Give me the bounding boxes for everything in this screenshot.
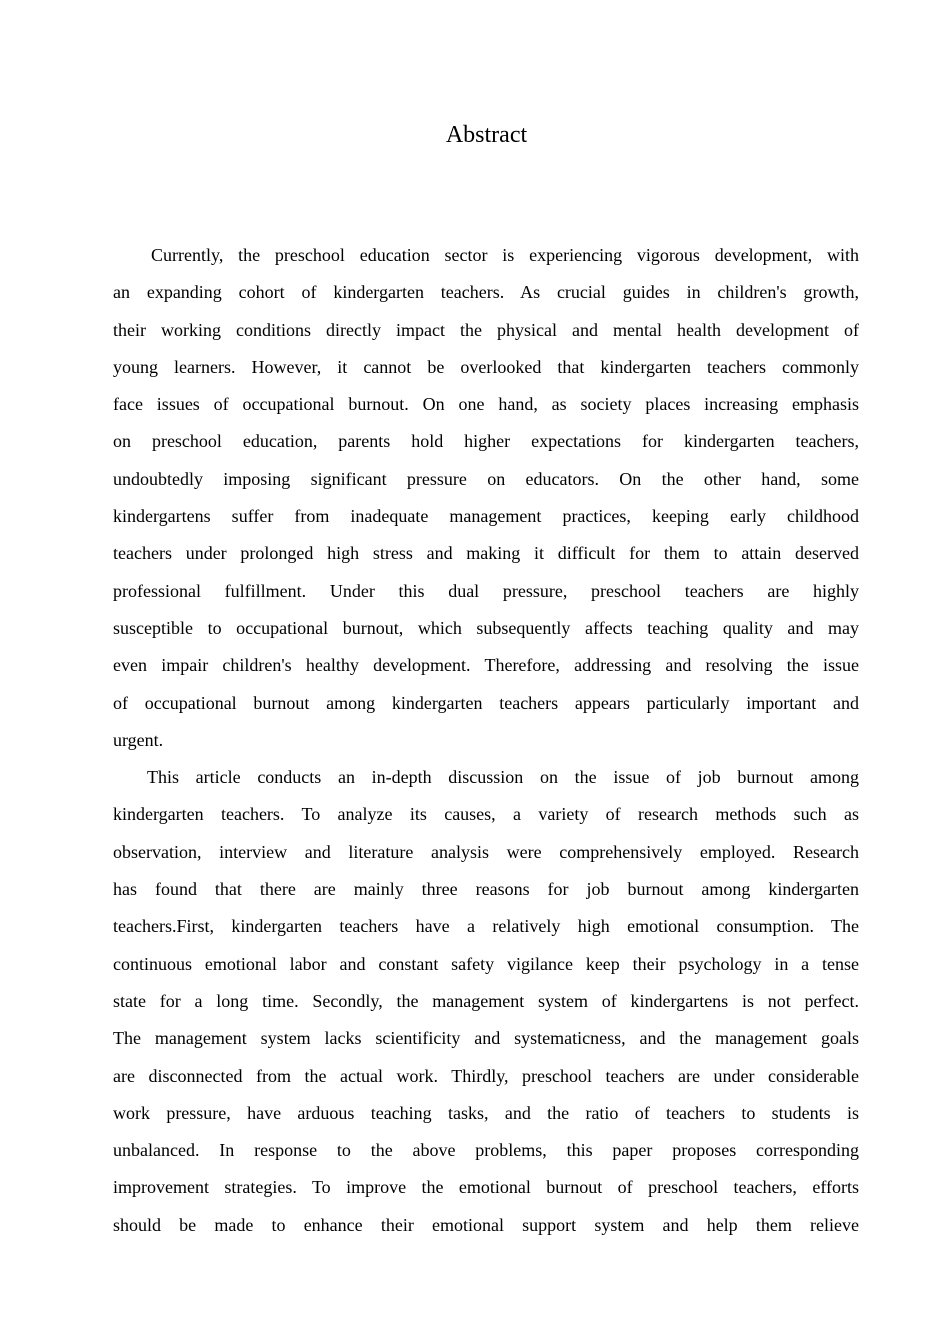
text-line: susceptible to occupational burnout, which subsequently affects teaching quality and may: [113, 617, 859, 638]
text-line: undoubtedly imposing significant pressure on educators. On the other hand, some: [113, 468, 859, 489]
paragraph: [113, 242, 859, 764]
text-line: improvement strategies. To improve the emotional burnout of preschool teachers, efforts: [113, 1177, 859, 1198]
text-line: observation, interview and literature analysis were comprehensively employed. Research: [113, 841, 859, 862]
text-line: continuous emotional labor and constant safety vigilance keep their psychology in a tense: [113, 953, 859, 974]
text-line: should be made to enhance their emotional support system and help them relieve: [113, 1214, 859, 1235]
text-line: professional fulfillment. Under this dual pressure, preschool teachers are highly: [113, 580, 859, 601]
text-line: state for a long time. Secondly, the management system of kindergartens is not perfect.: [113, 990, 859, 1011]
text-line: The management system lacks scientificity and systematicness, and the management goals: [113, 1028, 859, 1049]
document-title: Abstract: [445, 122, 528, 148]
text-line: their working conditions directly impact the physical and mental health development of: [113, 319, 859, 340]
text-line: young learners. However, it cannot be overlooked that kindergarten teachers commonly: [113, 356, 859, 377]
text-line: kindergarten teachers. To analyze its causes, a variety of research methods such as: [113, 804, 859, 825]
text-line: an expanding cohort of kindergarten teachers. As crucial guides in children's growth,: [113, 282, 859, 303]
paragraph: [113, 764, 859, 1249]
text-line: on preschool education, parents hold higher expectations for kindergarten teachers,: [113, 431, 859, 452]
text-line: even impair children's healthy development. Therefore, addressing and resolving the issue: [113, 655, 859, 676]
text-line: are disconnected from the actual work. Thirdly, preschool teachers are under considerable: [113, 1065, 859, 1086]
text-line: has found that there are mainly three reasons for job burnout among kindergarten: [113, 879, 859, 900]
text-line: of occupational burnout among kindergarten teachers appears particularly important and: [113, 692, 859, 713]
text-line: teachers.First, kindergarten teachers have a relatively high emotional consumption. The: [113, 916, 859, 937]
text-line: kindergartens suffer from inadequate management practices, keeping early childhood: [113, 506, 859, 527]
text-line: unbalanced. In response to the above problems, this paper proposes corresponding: [113, 1140, 859, 1161]
text-line: Currently, the preschool education sector is experiencing vigorous development, with: [151, 245, 859, 265]
text-line: teachers under prolonged high stress and making it difficult for them to attain deserved: [113, 543, 859, 564]
text-line: face issues of occupational burnout. On one hand, as society places increasing emphasis: [113, 394, 859, 415]
text-line: work pressure, have arduous teaching tasks, and the ratio of teachers to students is: [113, 1102, 859, 1123]
text-line: urgent.: [113, 729, 164, 750]
abstract-body: [113, 242, 859, 1249]
text-line: This article conducts an in-depth discussion on the issue of job burnout among: [147, 767, 859, 788]
